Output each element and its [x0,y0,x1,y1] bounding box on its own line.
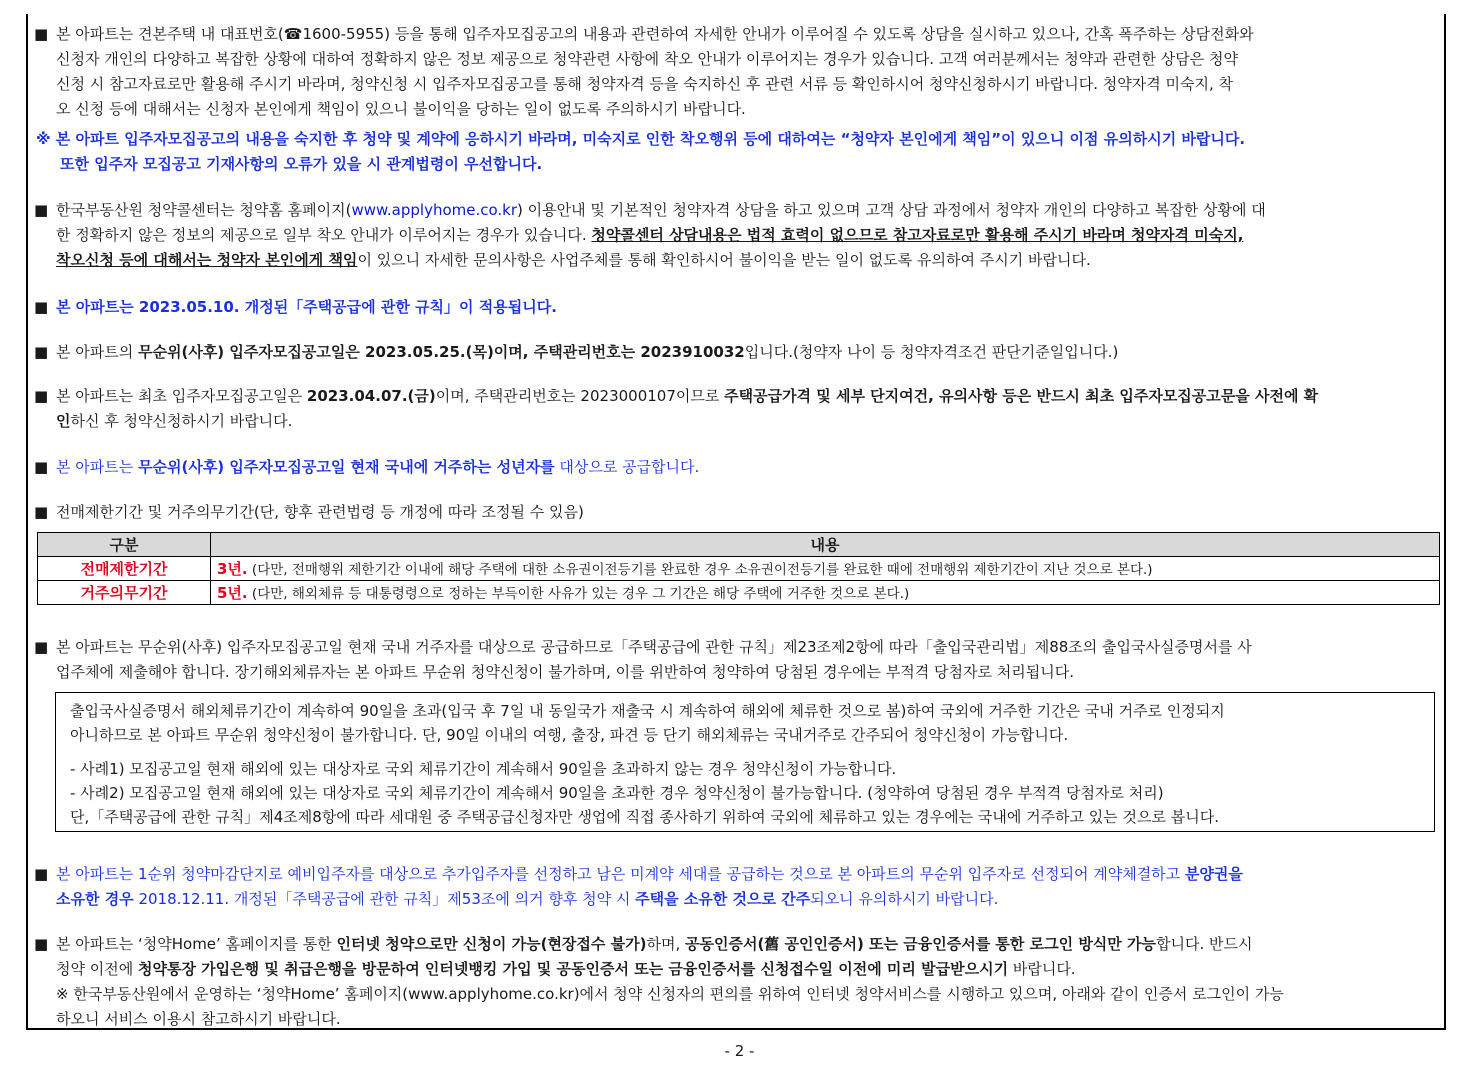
table-row [38,581,1440,605]
notice-restriction-periods [34,500,1439,525]
bullet-icon: ■ [34,638,49,656]
notice-consultation [34,22,1439,122]
text-line: 전매제한기간 및 거주의무기간(단, 향후 관련법령 등 개정에 따라 조정될 수 있음) [56,503,584,521]
text-span: 본 아파트는 1순위 청약마감단지로 예비입주자를 대상으로 추가입주자를 선정하고 남은 미계약 세대를 공급하는 것으로 본 아파트의 무순위 입주자로 선정되어 계약체결하고 [56,865,1185,883]
emphasis-text: 분양권을 [1184,865,1243,883]
emphasis-text: 공동인증서(舊 공인인증서) 또는 금융인증서를 통한 로그인 방식만 가능 [685,935,1156,953]
page-number: - 2 - [724,1042,755,1060]
column-header: 내용 [211,533,1440,557]
bullet-icon: ■ [34,298,49,316]
emphasis-text: 착오신청 등에 대해서는 청약자 본인에게 책임 [56,251,358,269]
bullet-icon: ■ [34,201,49,219]
bullet-icon: ■ [34,458,49,476]
text-line: 본 아파트는 견본주택 내 대표번호(☎1600-5955) 등을 통해 입주자모집공고의 내용과 관련하여 자세한 안내가 이루어질 수 있도록 상담을 실시하고 있으나, 간혹 폭주하는 상담전화와 [56,25,1254,43]
emphasis-text: 주택공급가격 및 세부 단지여건, 유의사항 등은 반드시 최초 입주자모집공고문을 사전에 확 [724,387,1319,405]
text-span: 바랍니다. [1008,960,1076,978]
bullet-icon: ■ [34,387,49,405]
column-header: 구분 [38,533,211,557]
text-line: ※ 본 아파트 입주자모집공고의 내용을 숙지한 후 청약 및 계약에 응하시기 바라며, 미숙지로 인한 착오행위 등에 대하여는 “청약자 본인에게 책임”이 있으니 이점 유의하시기 바랍니다. [36,130,1246,148]
text-line: 오 신청 등에 대해서는 신청자 본인에게 책임이 있으니 불이익을 당하는 일이 없도록 주의하시기 바랍니다. [56,100,746,118]
text-line: 본 아파트는 2023.05.10. 개정된「주택공급에 관한 규칙」이 적용됩니다. [56,298,557,316]
emphasis-text: 청약콜센터 상담내용은 법적 효력이 없으므로 참고자료로만 활용해 주시기 바라며 청약자격 미숙지, [591,226,1244,244]
text-line: 업주체에 제출해야 합니다. 장기해외체류자는 본 아파트 무순위 청약신청이 불가하며, 이를 위반하여 청약하여 당첨된 경우에는 부적격 당첨자로 처리됩니다. [56,663,1074,681]
applyhome-link[interactable]: www.applyhome.co.kr [351,201,518,219]
bullet-icon: ■ [34,935,49,953]
bullet-icon: ■ [34,343,49,361]
text-line: 신청 시 참고자료로만 활용해 주시기 바라며, 청약신청 시 입주자모집공고를 통해 청약자격 등을 숙지하신 후 관련 서류 등 확인하시어 청약신청하시기 바랍니다. 청약자격 미숙지, 착 [56,75,1233,93]
emphasis-text: 소유한 경우 [56,890,134,908]
text-span: 청약 이전에 [56,960,138,978]
text-span: 한국부동산원 청약콜센터는 청약홈 홈페이지( [56,201,352,219]
text-span: 본 아파트는 ‘청약Home’ 홈페이지를 통한 [56,935,337,953]
text-span: 합니다. 반드시 [1156,935,1253,953]
period-years: 3년. [217,560,248,578]
text-span: 2018.12.11. 개정된「주택공급에 관한 규칙」제53조에 의거 향후 청약 시 [133,890,636,908]
text-span: 하며, [646,935,685,953]
bullet-icon: ■ [34,503,49,521]
notice-rule-applied [34,295,1439,320]
restriction-table [37,532,1440,605]
text-span: 하신 후 청약신청하시기 바랍니다. [70,412,293,430]
text-span: 이며, 주택관리번호는 2023000107이므로 [435,387,725,405]
notice-ownership [34,862,1439,912]
row-label: 전매제한기간 [38,557,211,581]
notice-announcement-date [34,340,1439,365]
text-line: - 사례2) 모집공고일 현재 해외에 있는 대상자로 국외 체류기간이 계속해서 90일을 초과한 경우 청약신청이 불가능합니다. (청약하여 당첨된 경우 부적격 당첨자로 처리) [70,784,1164,802]
text-line: 아니하므로 본 아파트 무순위 청약신청이 불가합니다. 단, 90일 이내의 여행, 출장, 파견 등 단기 해외체류는 국내거주로 간주되어 청약신청이 가능합니다. [70,726,1069,744]
text-span: 되오니 유의하시기 바랍니다. [810,890,999,908]
text-span: 한 정확하지 않은 정보의 제공으로 일부 착오 안내가 이루어지는 경우가 있습니다. [56,226,592,244]
notice-residence-proof [34,635,1439,685]
table-row [38,557,1440,581]
notice-initial-announcement [34,384,1439,434]
text-span: 대상으로 공급합니다. [554,458,700,476]
text-span: 이 있으니 자세한 문의사항은 사업주체를 통해 확인하시어 불이익을 받는 일이 없도록 유의하여 주시기 바랍니다. [357,251,1091,269]
overseas-stay-box [55,692,1435,832]
emphasis-text: 무순위(사후) 입주자모집공고일은 2023.05.25.(목)이며, 주택관리번호는 2023910032 [138,343,745,361]
notice-callcenter [34,198,1439,273]
period-desc: (다만, 해외체류 등 대통령령으로 정하는 부득이한 사유가 있는 경우 그 기간은 해당 주택에 거주한 것으로 본다.) [247,586,910,602]
table-header-row [38,533,1440,557]
period-desc: (다만, 전매행위 제한기간 이내에 해당 주택에 대한 소유권이전등기를 완료한 경우 소유권이전등기를 완료한 때에 전매행위 제한기간이 지난 것으로 본다.) [247,562,1153,578]
text-line: 또한 입주자 모집공고 기재사항의 오류가 있을 시 관계법령이 우선합니다. [60,155,543,173]
emphasis-text: 인터넷 청약으로만 신청이 가능(현장접수 불가) [336,935,647,953]
text-span: 입니다.(청약자 나이 등 청약자격조건 판단기준일입니다.) [744,343,1119,361]
notice-internet-application [34,932,1439,1032]
notice-eligibility [34,455,1439,480]
text-line: 신청자 개인의 다양하고 복잡한 상황에 대하여 정확하지 않은 정보 제공으로 청약관련 사항에 착오 안내가 이루어지는 경우가 있습니다. 고객 여러분께서는 청약과 관련한 상담은 청약 [56,50,1238,68]
emphasis-text: 청약통장 가입은행 및 취급은행을 방문하여 인터넷뱅킹 가입 및 공동인증서 또는 금융인증서를 신청접수일 이전에 미리 발급받으시기 [138,960,1009,978]
bullet-icon: ■ [34,25,49,43]
text-span: 본 아파트는 [56,458,138,476]
text-span: ) 이용안내 및 기본적인 청약자격 상담을 하고 있으며 고객 상담 과정에서 청약자 개인의 다양하고 복잡한 상황에 대 [517,201,1266,219]
text-line: 출입국사실증명서 해외체류기간이 계속하여 90일을 초과(입국 후 7일 내 동일국가 재출국 시 계속하여 해외에 체류한 것으로 봄)하여 국외에 거주한 기간은 국내 거주로 인정되지 [70,702,1225,720]
emphasis-text: 주택을 소유한 것으로 간주 [635,890,811,908]
text-line: ※ 한국부동산원에서 운영하는 ‘청약Home’ 홈페이지(www.applyhome.co.kr)에서 청약 신청자의 편의를 위하여 인터넷 청약서비스를 시행하고 있으며, 아래와 같이 인증서 로그인이 가능 [56,985,1284,1003]
text-span: 본 아파트는 최초 입주자모집공고일은 [56,387,307,405]
text-line: - 사례1) 모집공고일 현재 해외에 있는 대상자로 국외 체류기간이 계속해서 90일을 초과하지 않는 경우 청약신청이 가능합니다. [70,760,897,778]
text-line: 단,「주택공급에 관한 규칙」제4조제8항에 따라 세대원 중 주택공급신청자만 생업에 직접 종사하기 위하여 국외에 체류하고 있는 경우에는 국내에 거주하고 있는 것으로 봅니다. [70,808,1220,826]
row-content [211,557,1440,581]
text-line: 하오니 서비스 이용시 참고하시기 바랍니다. [56,1010,341,1028]
emphasis-text: 무순위(사후) 입주자모집공고일 현재 국내에 거주하는 성년자를 [138,458,555,476]
emphasis-text: 2023.04.07.(금) [306,387,436,405]
text-span: 본 아파트의 [56,343,138,361]
emphasis-text: 인 [56,412,71,430]
bullet-icon: ■ [34,865,49,883]
row-label: 거주의무기간 [38,581,211,605]
row-content [211,581,1440,605]
notice-responsibility [36,127,1441,177]
period-years: 5년. [217,584,248,602]
text-line: 본 아파트는 무순위(사후) 입주자모집공고일 현재 국내 거주자를 대상으로 공급하므로「주택공급에 관한 규칙」제23조제2항에 따라「출입국관리법」제88조의 출입국사실증명서를 사 [56,638,1252,656]
